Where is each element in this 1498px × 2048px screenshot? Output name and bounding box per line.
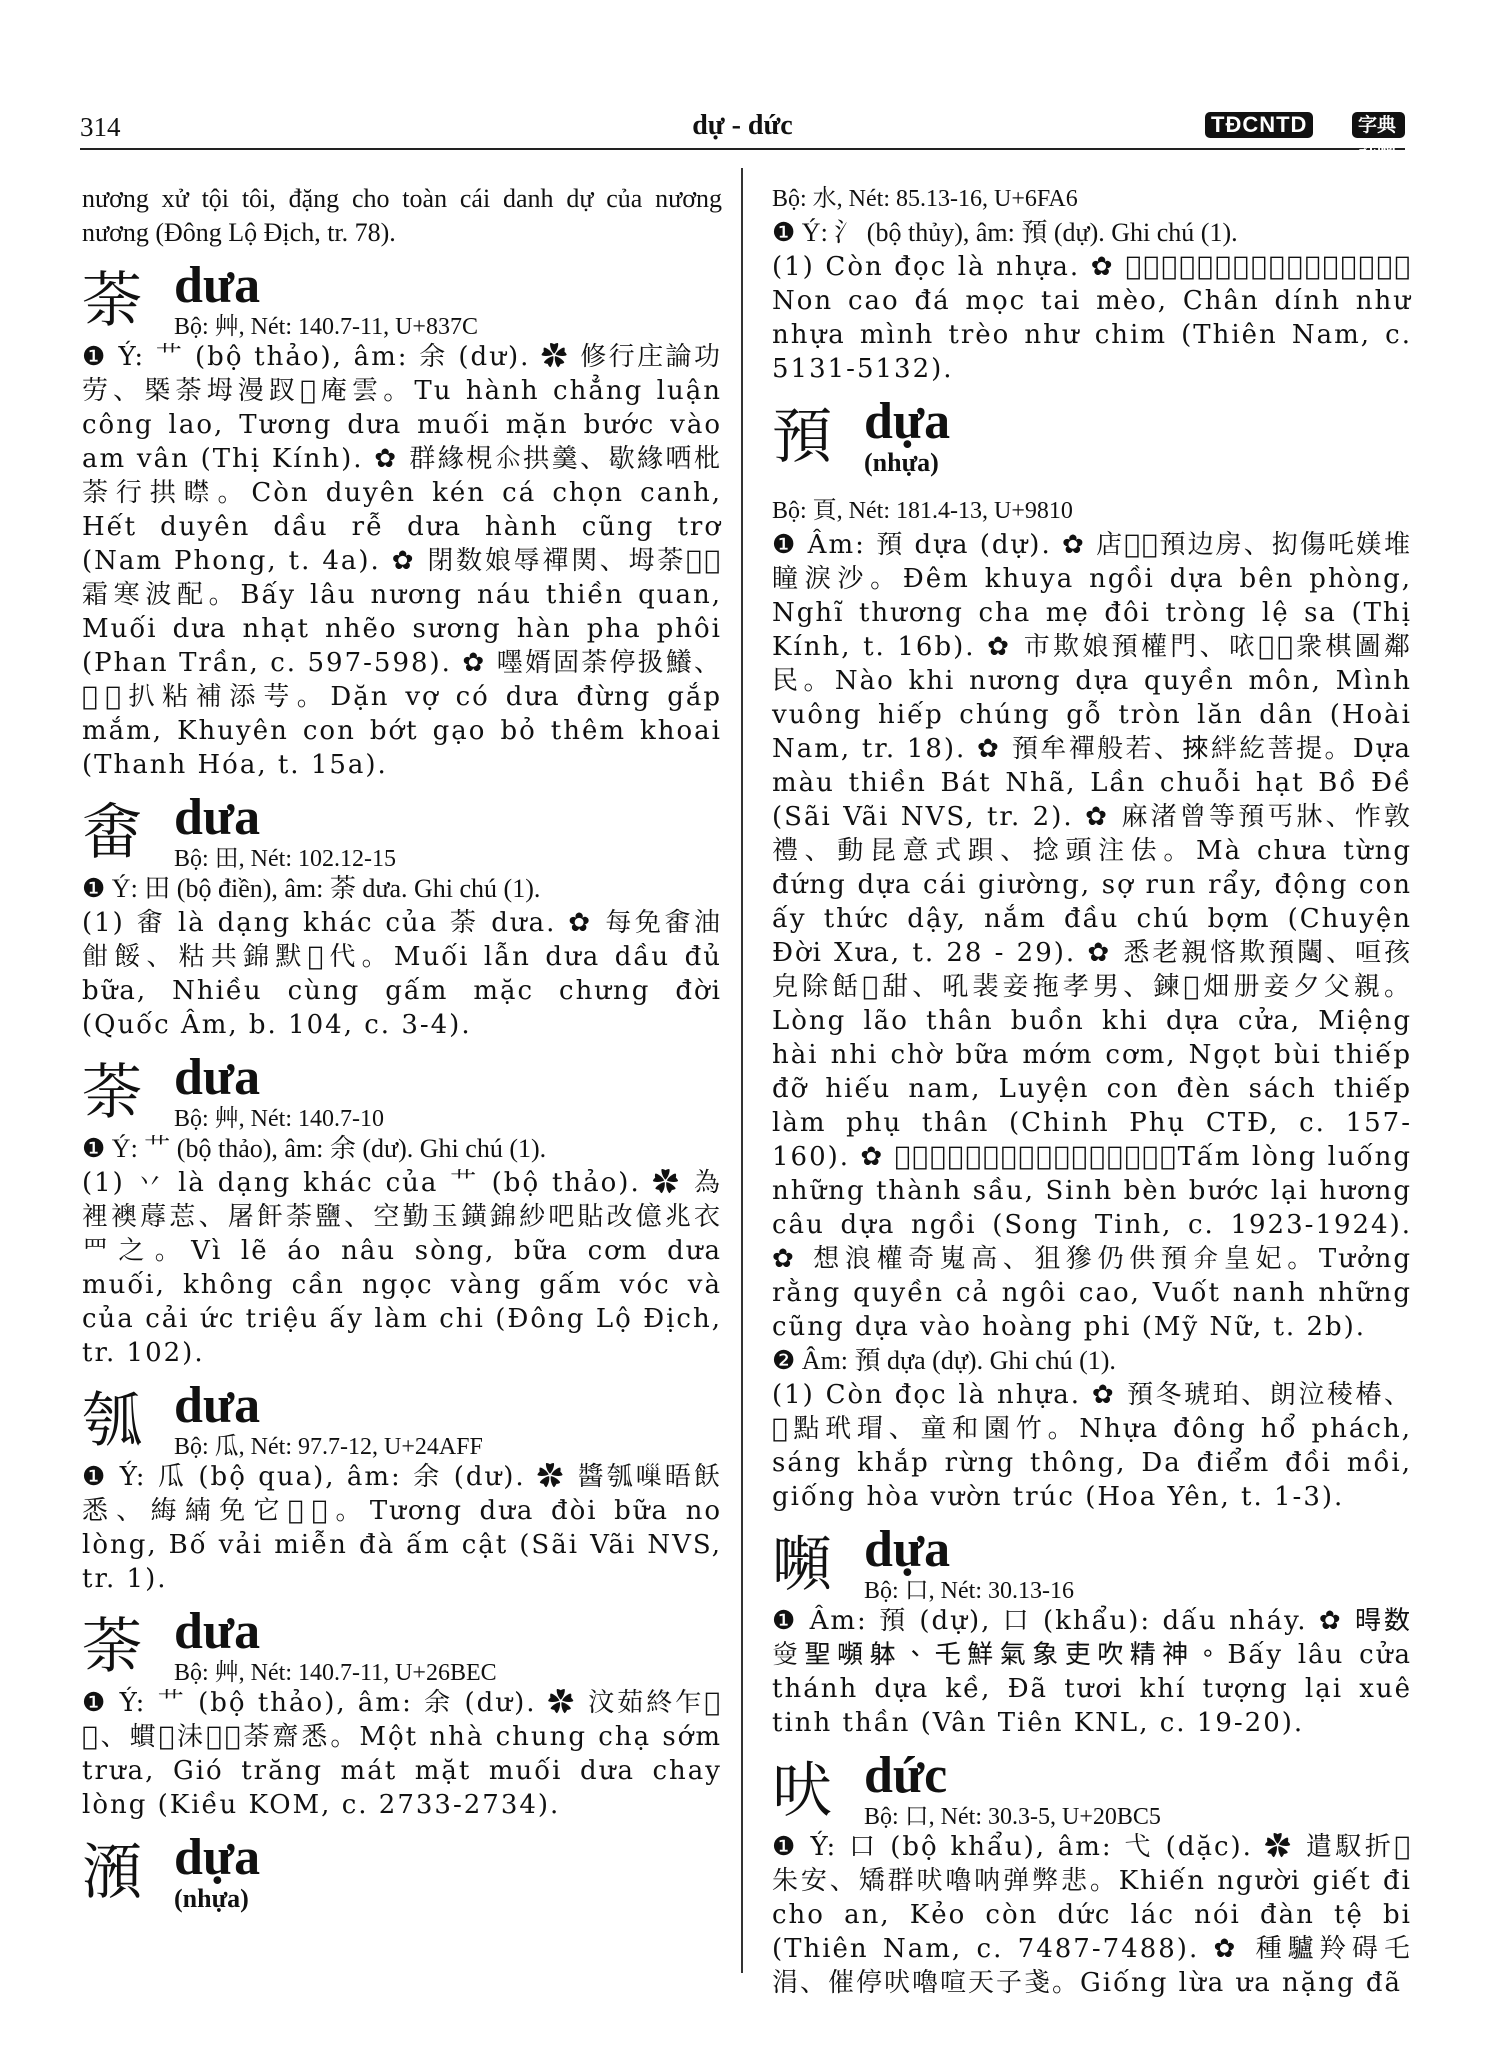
entry-glyph: 澦 [82,1838,142,1908]
entry-glyph: 荼 [82,1612,142,1682]
entry-note: (1) Còn đọc là nhựa. ✿ 預冬琥珀、朗泣稜椿、𦠘點玳瑁、童和園竹。Nhựa đông hổ phách, sáng khắp rừng thông, Da điểm đồi mồi, giống hòa vườn trúc (Hoa Yên, t. 1-3). [772,1380,1412,1512]
entry-headword: dưa [174,789,261,846]
entry-body: ❶ Ý: 艹 (bộ thảo), âm: 余 (dư). ✿ 汶茹終乍𣊾𣋂、䗰𦛌沬𢬭𪉽荼齋悉。Một nhà chung chạ sớm trưa, Gió trăng mát mặt muối dưa chay lòng (Kiều KOM, c. 2733-2734). [82,1688,722,1820]
entry-headword: dưa [174,1049,261,1106]
entry-glyph: 荼 [82,266,142,336]
column-divider [741,168,743,1973]
logo-dictionary: 字典許喃摘引 [1352,112,1405,138]
left-column [82,182,722,1930]
entry-glyph: 預 [772,402,832,472]
entry-dua-3 [82,1049,722,1370]
continued-text: nương xử tội tôi, đặng cho toàn cái danh dự của nương nương (Đông Lộ Địch, tr. 78). [82,184,722,247]
entry-headword: dưa [174,257,261,314]
entry-glyph: 畬 [82,798,142,868]
entry-head [772,1747,1412,1830]
entry-head [82,789,722,872]
entry-bo: Bộ: 艸, Nét: 140.7-11, U+26BEC [174,1660,497,1686]
entry-body: ❶ Ý: 艹 (bộ thảo), âm: 余 (dư). ✿ 修行庄論功劳、槩荼坶漫䟕𠑬庵雲。Tu hành chẳng luận công lao, Tương dưa muối mặn bước vào am vân (Thị Kính). ✿ 群緣梘𠇍拱羹、歇緣哂枇荼行拱𥋴。Còn duyên kén cá chọn canh, Hết duyên dầu rễ dưa hành cũng trơ (Nam Phong, t. 4a). ✿ 閉数娘辱禪関、坶荼𣻆𣌉霜寒波配。Bấy lâu nương náu thiền quan, Muối dưa nhạt nhẽo sương hàn pha phôi (Phan Trần, c. 597-598). ✿ 嚜婿固荼停扱鱶、𠽉𡥵扒粘補添芌。Dặn vợ có dưa đừng gắp mắm, Khuyên con bớt gạo bỏ thêm khoai (Thanh Hóa, t. 15a). [82,342,722,780]
entry-dua-1 [82,257,722,782]
entry-headword: dựa [174,1829,261,1886]
entry-bo: Bộ: 頁, Nét: 181.4-13, U+9810 [772,498,1073,524]
entry-head [82,1603,722,1686]
entry-bo: Bộ: 艸, Nét: 140.7-11, U+837C [174,314,478,340]
entry-head [82,1049,722,1132]
entry-head [82,257,722,340]
entry-dua-7 [772,393,1412,1514]
entry-body: ❶ Âm: 預 (dự), 口 (khẩu): dấu nháy. ✿ 𣈜数𤈬聖嚬躰、乇鮮氣象吏吹精神。Bấy lâu cửa thánh dựa kề, Đã tươi khí tượng lại xuê tinh thần (Vân Tiên KNL, c. 19-20). [772,1606,1412,1738]
entry-body: ❶ Ý: 氵 (bộ thủy), âm: 預 (dự). Ghi chú (1). [772,218,1238,247]
entry-bo: Bộ: 口, Nét: 30.13-16 [864,1578,1074,1604]
entry-glyph: 吠 [772,1756,832,1826]
entry-dua-4 [82,1377,722,1596]
entry-bo: Bộ: 瓜, Nét: 97.7-12, U+24AFF [174,1434,483,1460]
entry-bo: Bộ: 艸, Nét: 140.7-10 [174,1106,384,1132]
entry-glyph: 荼 [82,1058,142,1128]
entry-body: ❶ Ý: 口 (bộ khẩu), âm: 弋 (dặc). ✿ 遣馭折𢬣朱安、矯群吠嚕呐弹弊悲。Khiến người giết đi cho an, Kẻo còn dức lác nói đàn tệ bi (Thiên Nam, c. 7487-7488). ✿ 種驢羚碍乇涓、催停吠嚕喧天子戔。Giống lừa ưa nặng đã [772,1832,1412,1998]
entry-note: (1) 畬 là dạng khác của 荼 dưa. ✿ 每免畬油𩚵餒、䊀共錦默𫼻代。Muối lẫn dưa dầu đủ bữa, Nhiều cùng gấm mặc chưng đời (Quốc Âm, b. 104, c. 3-4). [82,908,722,1040]
entry-head [772,1521,1412,1604]
entry-dua-5 [82,1603,722,1822]
entry-body: ❶ Ý: 田 (bộ điền), âm: 荼 dưa. Ghi chú (1). [82,874,541,903]
entry-bo: Bộ: 水, Nét: 85.13-16, U+6FA6 [772,186,1078,212]
entry-head [82,1829,722,1930]
entry-bo: Bộ: 田, Nét: 102.12-15 [174,846,396,872]
entry-dua-2 [82,789,722,1042]
entry-dua-6 [82,1829,722,1930]
entry-body: ❶ Ý: 瓜 (bộ qua), âm: 余 (dư). ✿ 醬瓠𠻥晤飫悉、䋦䋻免它𤍶𦛌。Tương dưa đòi bữa no lòng, Bố vải miễn đà ấm cật (Sãi Vãi NVS, tr. 1). [82,1462,722,1594]
entry-headword: dưa [174,1603,261,1660]
entry-headword: dưa [174,1377,261,1434]
page-header [80,108,1405,188]
entry-head [772,393,1412,494]
entry-glyph: 瓠 [82,1386,142,1456]
entry-variant: (nhựa) [174,1884,249,1913]
entry-headword: dựa [864,393,951,450]
entry-body: ❶ Âm: 預 dựa (dự). ✿ 店𣋚𡎢預边房、抝傷吒媄堆瞳淚沙。Đêm khuya ngồi dựa bên phòng, Nghĩ thương cha mẹ đôi tròng lệ sa (Thị Kính, t. 16b). ✿ 市欺娘預權門、𠲖𦹳𦝄衆棋圖鄰民。Nào khi nương dựa quyền môn, Mình vuông hiếp chúng gỗ tròn lăn dân (Hoài Nam, tr. 18). ✿ 預牟禪般若、𢯦絆紇菩提。Dựa màu thiền Bát Nhã, Lần chuỗi hạt Bồ Đề (Sãi Vãi NVS, tr. 2). ✿ 麻渚曾等預丐牀、怍敦禮、動昆意式䟺、捻頭注佉。Mà chưa từng đứng dựa cái giường, sợ run rẩy, động con ấy thức dậy, nắm đầu chú bợm (Chuyện Đời Xưa, t. 28 - 29). ✿ 悉老親悋欺預闧、咺孩皃除餂𠽉甜、吼裴妾拖孝男、鍊𡥵畑册妾夕父親。Lòng lão thân buồn khi dựa cửa, Miệng hài nhi chờ bữa mớm cơm, Ngọt bùi thiếp đỡ hiếu nam, Luyện con đèn sách thiếp làm phụ thân (Chinh Phụ CTĐ, c. 157-160). ✿ 𢚸悉𩗂仍城愁、生卞跬吏香鈎預坐。Tấm lòng luống những thành sầu, Sinh bèn bước lại hương câu dựa ngồi (Song Tinh, c. 1923-1924). ✿ 想浪權奇嵬高、狙㺑仍供預𠇋皇妃。Tưởng rằng quyền cả ngôi cao, Vuốt nanh những cũng dựa vào hoàng phi (Mỹ Nữ, t. 2b). [772,530,1412,1342]
entry-body-2: ❷ Âm: 預 dựa (dự). Ghi chú (1). [772,1346,1116,1375]
page-number: 314 [80,112,121,142]
entry-headword: dựa [864,1521,951,1578]
entry-variant: (nhựa) [864,448,939,477]
entry-headword: dức [864,1747,948,1804]
entry-duc [772,1747,1412,2000]
logo-tdcntd: TĐCNTD [1205,112,1313,138]
entry-dua-8 [772,1521,1412,1740]
entry-bo: Bộ: 口, Nét: 30.3-5, U+20BC5 [864,1804,1161,1830]
running-head: dự - dức [692,110,793,141]
right-column [772,182,1412,2000]
entry-head [82,1377,722,1460]
entry-note: (1) Còn đọc là nhựa. ✿ 𡶀高硋木聏猫、真𩔍如澦𡗅𨆝如𪃿。Non cao đá mọc tai mèo, Chân dính như nhựa mình trèo như chim (Thiên Nam, c. 5131-5132). [772,252,1412,384]
entry-body: ❶ Ý: 艹 (bộ thảo), âm: 余 (dư). Ghi chú (1). [82,1134,547,1163]
entry-note: (1) 丷 là dạng khác của 艹 (bộ thảo). ✿ 為裡襖蓐莣、屠飦荼鹽、空勤玉鐄錦紗吧貼改億兆衣罒之。Vì lẽ áo nâu sòng, bữa cơm dưa muối, không cần ngọc vàng gấm vóc và của cải ức triệu ấy làm chi (Đông Lộ Địch, tr. 102). [82,1168,722,1368]
entry-glyph: 嚬 [772,1530,832,1600]
